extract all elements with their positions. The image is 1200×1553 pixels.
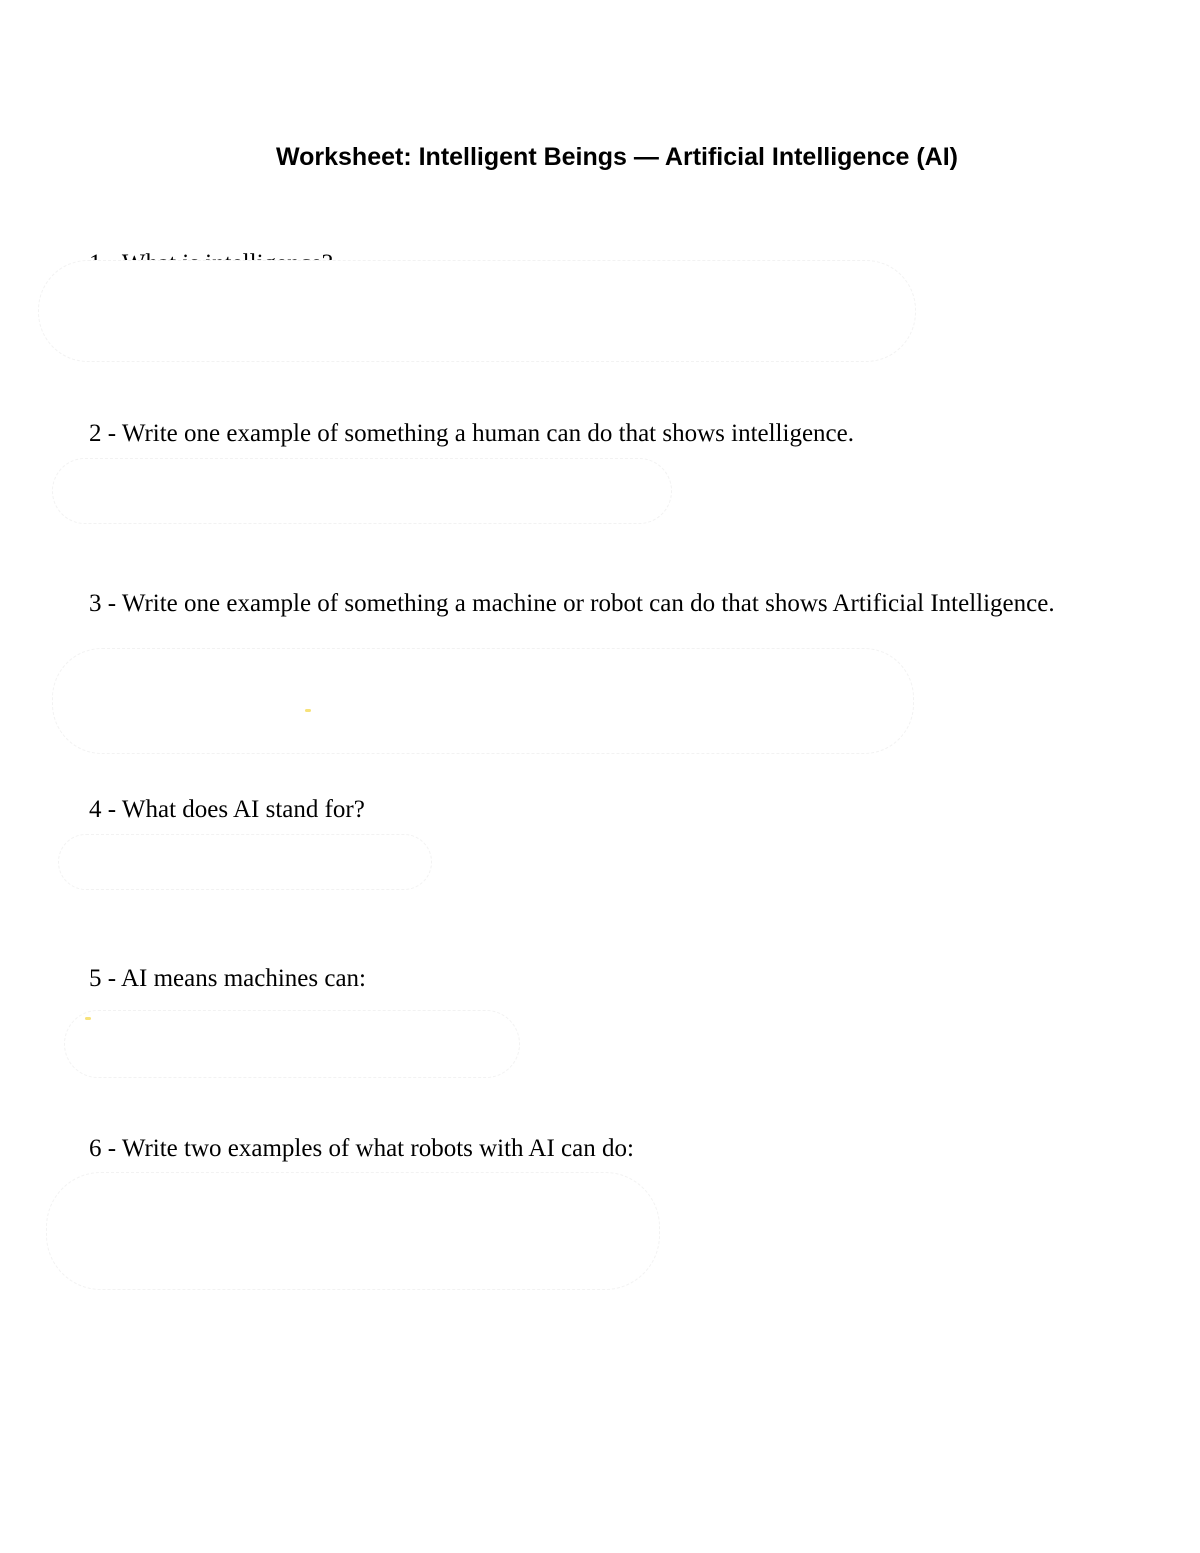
answer-area-6[interactable] [46, 1172, 660, 1290]
answer-area-1[interactable] [38, 260, 916, 362]
question-3: 3 - Write one example of something a machine or robot can do that shows Artificial Intelligence. [89, 590, 1055, 617]
question-5: 5 - AI means machines can: [89, 965, 366, 992]
answer-area-3[interactable] [52, 648, 914, 754]
question-6: 6 - Write two examples of what robots with AI can do: [89, 1135, 634, 1162]
answer-area-4[interactable] [58, 834, 432, 890]
question-2: 2 - Write one example of something a human can do that shows intelligence. [89, 420, 854, 447]
question-4: 4 - What does AI stand for? [89, 796, 365, 823]
answer-area-2[interactable] [52, 458, 672, 524]
worksheet-title: Worksheet: Intelligent Beings — Artificial Intelligence (AI) [275, 143, 959, 171]
answer-area-5[interactable] [64, 1010, 520, 1078]
